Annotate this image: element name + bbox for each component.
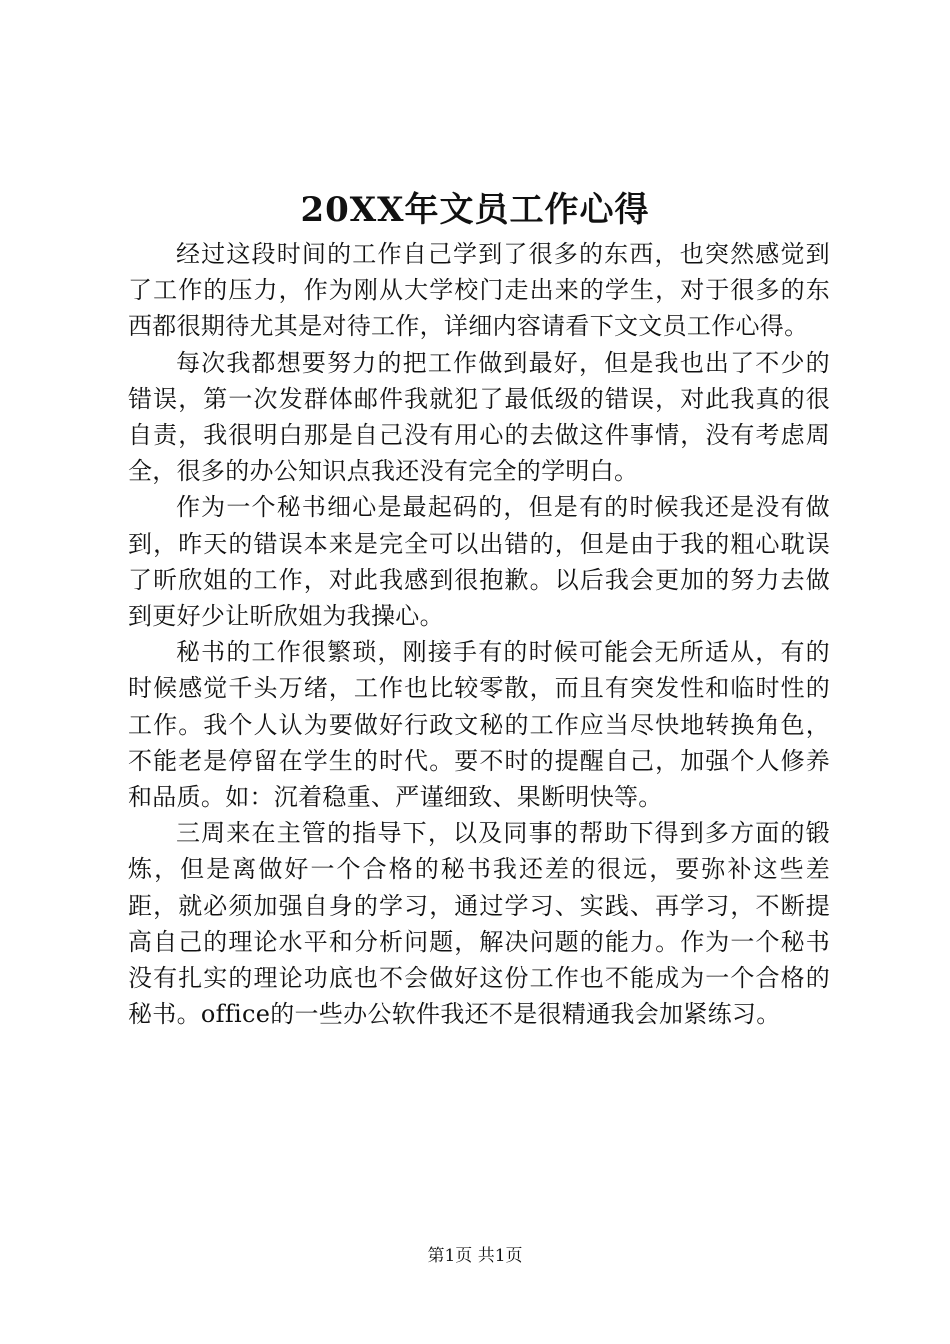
- paragraph-2: 每次我都想要努力的把工作做到最好，但是我也出了不少的错误，第一次发群体邮件我就犯了最低级的错误，对此我真的很自责，我很明白那是自己没有用心的去做这件事情，没有考虑周全，很多的办公知识点我还没有完全的学明白。: [128, 348, 830, 486]
- document-title: 20XX年文员工作心得: [300, 190, 650, 230]
- paragraph-5: 三周来在主管的指导下，以及同事的帮助下得到多方面的锻炼，但是离做好一个合格的秘书我还差的很远，要弥补这些差距，就必须加强自身的学习，通过学习、实践、再学习，不断提高自己的理论水平和分析问题，解决问题的能力。作为一个秘书没有扎实的理论功底也不会做好这份工作也不能成为一个合格的秘书。office的一些办公软件我还不是很精通我会加紧练习。: [128, 819, 830, 1029]
- paragraph-1: 经过这段时间的工作自己学到了很多的东西，也突然感觉到了工作的压力，作为刚从大学校门走出来的学生，对于很多的东西都很期待尤其是对待工作，详细内容请看下文文员工作心得。: [128, 240, 830, 341]
- paragraph-4: 秘书的工作很繁琐，刚接手有的时候可能会无所适从，有的时候感觉千头万绪，工作也比较零散，而且有突发性和临时性的工作。我个人认为要做好行政文秘的工作应当尽快地转换角色，不能老是停留在学生的时代。要不时的提醒自己，加强个人修养和品质。如：沉着稳重、严谨细致、果断明快等。: [128, 638, 830, 812]
- document-body: [128, 236, 830, 1032]
- page-footer: 第1页 共1页: [427, 1246, 523, 1266]
- paragraph-3: 作为一个秘书细心是最起码的，但是有的时候我还是没有做到，昨天的错误本来是完全可以出错的，但是由于我的粗心耽误了昕欣姐的工作，对此我感到很抱歉。以后我会更加的努力去做到更好少让昕欣姐为我操心。: [128, 493, 830, 631]
